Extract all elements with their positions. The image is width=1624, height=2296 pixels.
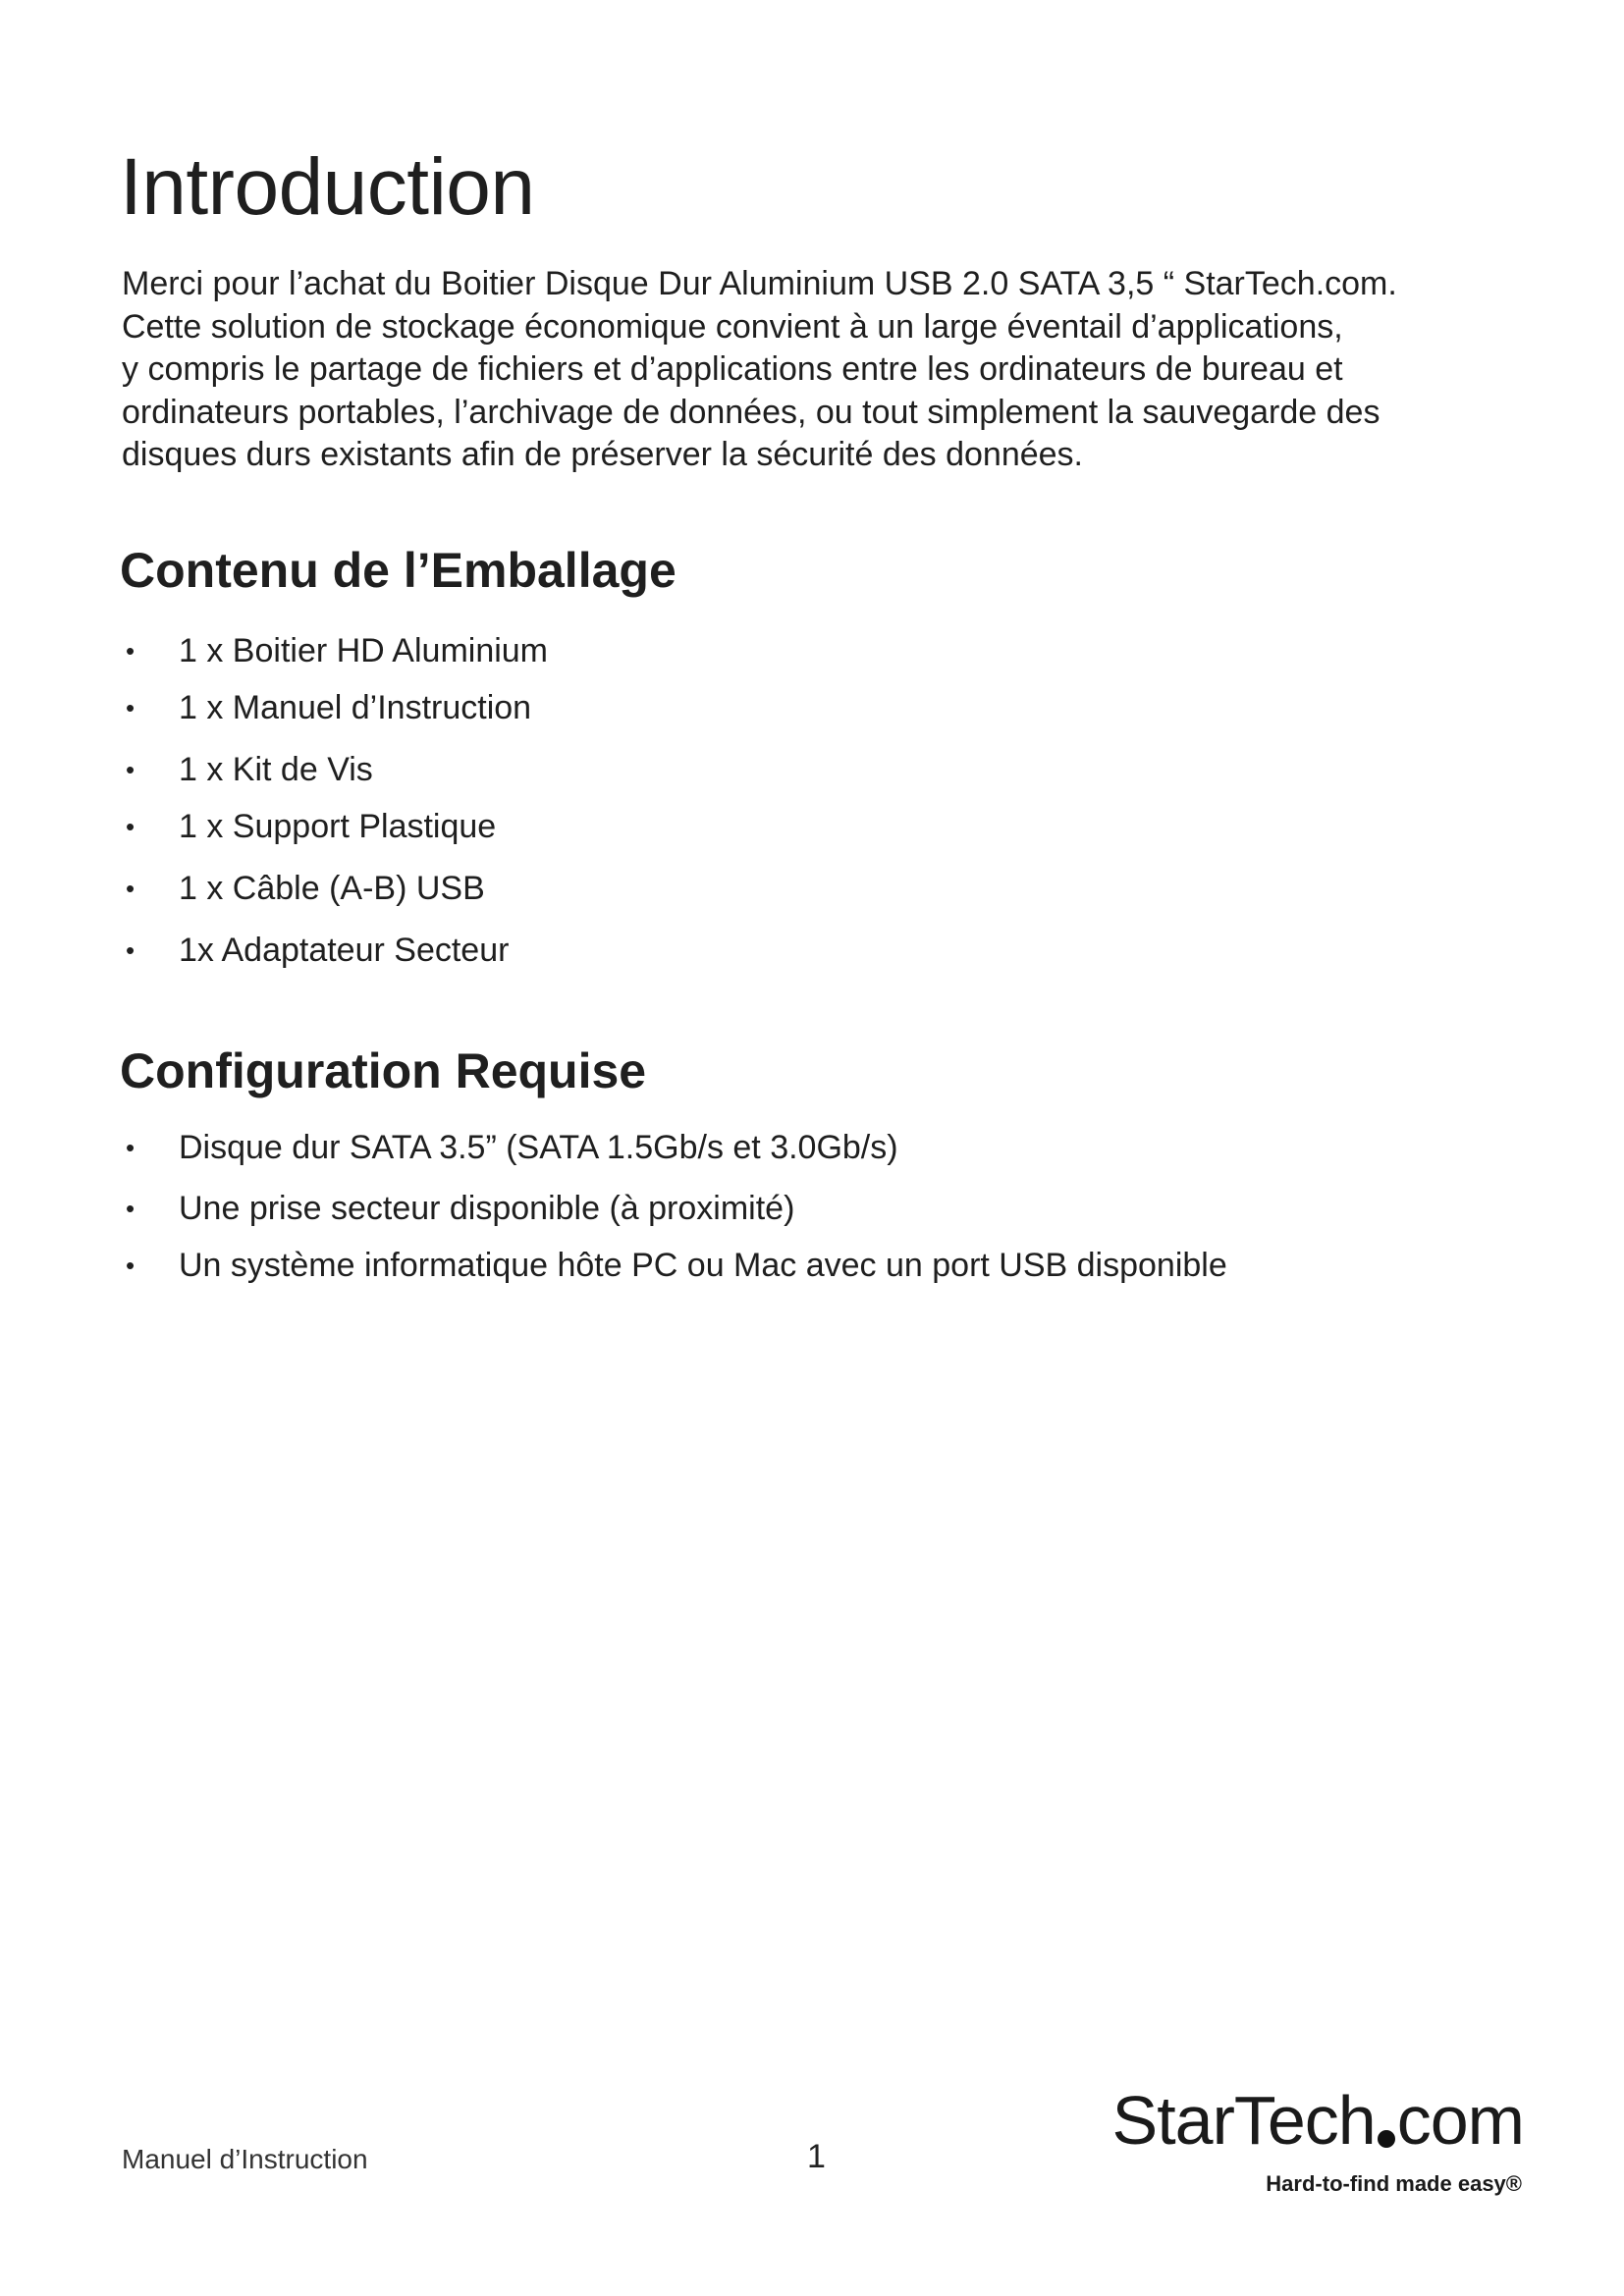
intro-line: y compris le partage de fichiers et d’applications entre les ordinateurs de bureau et	[122, 350, 1343, 388]
bullet-icon: •	[126, 1194, 135, 1223]
bullet-icon: •	[126, 693, 135, 722]
intro-line: ordinateurs portables, l’archivage de données, ou tout simplement la sauvegarde des	[122, 393, 1380, 431]
list-item-text: Une prise secteur disponible (à proximité)	[179, 1190, 795, 1227]
bullet-icon: •	[126, 1133, 135, 1162]
list-item-text: Disque dur SATA 3.5” (SATA 1.5Gb/s et 3.0Gb/s)	[179, 1129, 898, 1166]
list-item-text: Un système informatique hôte PC ou Mac avec un port USB disponible	[179, 1247, 1227, 1284]
intro-line: Merci pour l’achat du Boitier Disque Dur Aluminium USB 2.0 SATA 3,5 “ StarTech.com.	[122, 265, 1397, 302]
requirements-heading: Configuration Requise	[120, 1043, 647, 1098]
page-number: 1	[807, 2138, 826, 2175]
list-item-text: 1 x Support Plastique	[179, 808, 497, 845]
logo-text-left: StarTech	[1111, 2082, 1376, 2159]
list-item-text: 1 x Kit de Vis	[179, 751, 373, 788]
intro-line: Cette solution de stockage économique convient à un large éventail d’applications,	[122, 307, 1343, 346]
logo-wordmark	[1112, 2081, 1525, 2160]
bullet-icon: •	[126, 874, 135, 903]
list-item-text: 1 x Boitier HD Aluminium	[179, 632, 549, 669]
logo-dot-icon	[1378, 2130, 1395, 2148]
bullet-icon: •	[126, 812, 135, 841]
bullet-icon: •	[126, 755, 135, 784]
bullet-icon: •	[126, 636, 135, 666]
list-item-text: 1x Adaptateur Secteur	[179, 932, 510, 969]
logo-tagline: Hard-to-find made easy®	[1266, 2171, 1522, 2196]
intro-paragraph	[122, 263, 1516, 477]
page-title: Introduction	[120, 142, 535, 232]
list-item-text: 1 x Câble (A-B) USB	[179, 870, 485, 907]
list-item-text: 1 x Manuel d’Instruction	[179, 689, 532, 726]
bullet-icon: •	[126, 1251, 135, 1280]
bullet-icon: •	[126, 935, 135, 965]
package-contents-heading: Contenu de l’Emballage	[120, 543, 677, 598]
footer-manual-label: Manuel d’Instruction	[122, 2144, 368, 2174]
logo-text-right: com	[1396, 2082, 1524, 2159]
startech-logo	[1111, 2081, 1524, 2209]
intro-line: disques durs existants afin de préserver la sécurité des données.	[122, 436, 1083, 473]
